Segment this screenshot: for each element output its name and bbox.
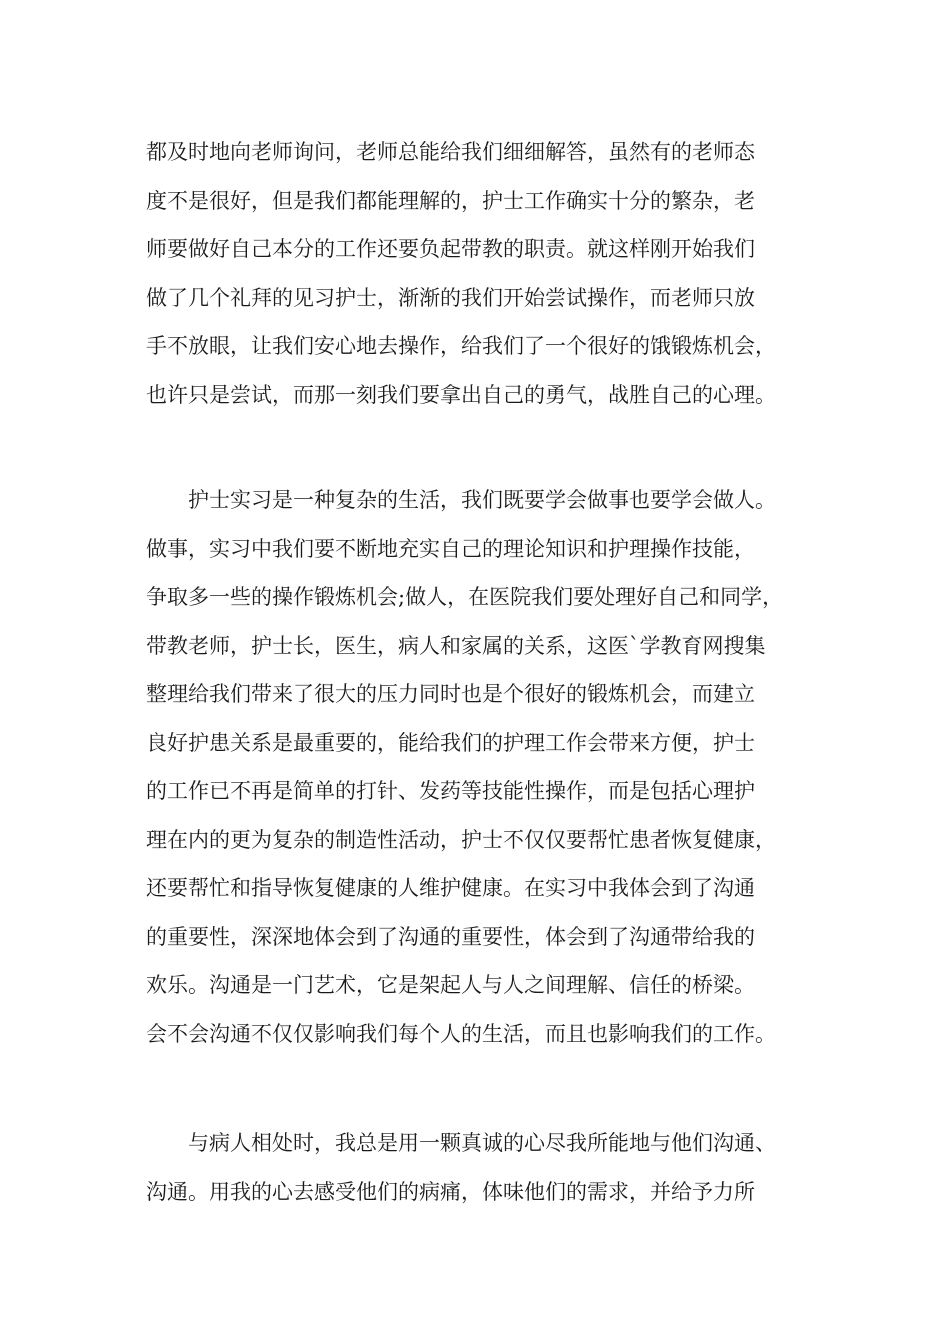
text-line: 做事，实习中我们要不断地充实自己的理论知识和护理操作技能， — [146, 536, 755, 561]
text-line: 的重要性，深深地体会到了沟通的重要性，体会到了沟通带给我的 — [146, 924, 755, 949]
text-line: 的工作已不再是简单的打针、发药等技能性操作，而是包括心理护 — [146, 779, 755, 803]
text-line: 理在内的更为复杂的制造性活动，护士不仅仅要帮忙患者恢复健康， — [146, 827, 776, 852]
text-line: 度不是很好，但是我们都能理解的，护士工作确实十分的繁杂，老 — [146, 188, 755, 213]
text-line: 手不放眼，让我们安心地去操作，给我们了一个很好的饿锻炼机会， — [146, 334, 776, 358]
text-line: 争取多一些的操作锻炼机会;做人，在医院我们要处理好自己和同学， — [146, 585, 784, 609]
text-line: 会不会沟通不仅仅影响我们每个人的生活，而且也影响我们的工作。 — [146, 1021, 776, 1046]
text-line: 师要做好自己本分的工作还要负起带教的职责。就这样刚开始我们 — [146, 237, 755, 261]
text-line: 整理给我们带来了很大的压力同时也是个很好的锻炼机会，而建立 — [146, 682, 755, 706]
text-line: 良好护患关系是最重要的，能给我们的护理工作会带来方便，护士 — [146, 730, 755, 755]
text-line: 与病人相处时，我总是用一颗真诚的心尽我所能地与他们沟通、 — [146, 1131, 776, 1155]
text-line: 也许只是尝试，而那一刻我们要拿出自己的勇气，战胜自己的心理。 — [146, 382, 776, 407]
text-line: 都及时地向老师询问，老师总能给我们细细解答，虽然有的老师态 — [146, 140, 755, 164]
text-line: 带教老师，护士长，医生，病人和家属的关系，这医`学教育网搜集 — [146, 633, 766, 658]
text-line: 沟通。用我的心去感受他们的病痛，体味他们的需求，并给予力所 — [146, 1179, 755, 1204]
text-line: 护士实习是一种复杂的生活，我们既要学会做事也要学会做人。 — [146, 488, 776, 512]
text-line: 还要帮忙和指导恢复健康的人维护健康。在实习中我体会到了沟通 — [146, 876, 755, 900]
text-line: 做了几个礼拜的见习护士，渐渐的我们开始尝试操作，而老师只放 — [146, 285, 755, 310]
paragraph-1 — [146, 128, 836, 419]
paragraph-2 — [146, 476, 836, 1058]
paragraph-3 — [146, 1119, 836, 1216]
text-line: 欢乐。沟通是一门艺术，它是架起人与人之间理解、信任的桥梁。 — [146, 973, 755, 997]
